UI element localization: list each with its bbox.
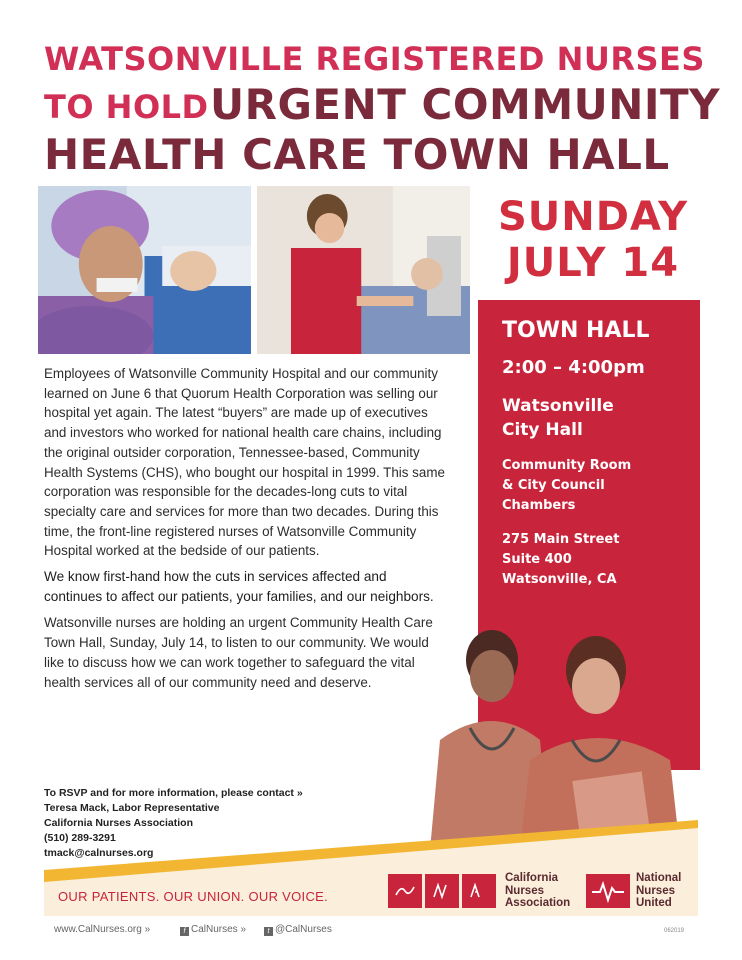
photo-nurse-with-patient (257, 186, 470, 354)
headline-line-2b: URGENT COMMUNITY (210, 80, 721, 129)
nnu-text-line-2: Nurses (636, 884, 675, 897)
cna-logo-text (505, 872, 570, 910)
contact-name: Teresa Mack, Labor Representative (44, 802, 220, 814)
cna-text-line-2: Nurses (505, 884, 544, 897)
cna-text-line-1: California (505, 872, 559, 884)
body-paragraph-1: Employees of Watsonville Community Hospital and our community learned on June 6 that Quorum Health Corporation was selling our hospital yet again. The latest “buyers” are made up of executives and investors who worked for national health care chains, including the original outsider corporation, Tennessee-based, Community Health Systems (CHS), who bought our hospital in 1999. This same corporation was responsible for the decades-long cuts to vital specialty care and services for more than two decades. During this time, the front-line registered nurses of Watsonville Community Hospital worked at the bedside of our patients. (44, 366, 445, 559)
room-line-2: & City Council (502, 478, 605, 493)
event-time: 2:00 – 4:00pm (502, 357, 645, 378)
headline-line-2a: TO HOLD (44, 88, 209, 126)
twitter-link[interactable] (264, 924, 332, 936)
event-address (502, 530, 700, 590)
website-link[interactable]: www.CalNurses.org » (54, 924, 151, 935)
body-text (44, 364, 448, 693)
facebook-icon: f (180, 927, 189, 936)
address-line-1: 275 Main Street (502, 532, 620, 547)
contact-org: California Nurses Association (44, 817, 193, 829)
contact-phone: (510) 289-3291 (44, 832, 116, 844)
contact-email[interactable]: tmack@calnurses.org (44, 847, 154, 859)
nnu-logo-mark (586, 874, 630, 908)
headline-line-1: WATSONVILLE REGISTERED NURSES (44, 40, 705, 78)
facebook-link[interactable] (180, 924, 246, 936)
room-line-1: Community Room (502, 458, 632, 473)
body-paragraph-3: Watsonville nurses are holding an urgent Community Health Care Town Hall, Sunday, July 14, to listen to our community. We would like to discuss how we can work together to safeguard the vital health services all of our community need and deserve. (44, 615, 433, 691)
room-line-3: Chambers (502, 498, 576, 513)
event-date-text: JULY 14 (506, 240, 680, 286)
cna-logo-mark-3 (462, 874, 496, 908)
cna-logo-mark-2 (425, 874, 459, 908)
address-line-3: Watsonville, CA (502, 572, 617, 587)
nnu-logo-text (636, 872, 681, 910)
address-line-2: Suite 400 (502, 552, 572, 567)
event-date (478, 194, 708, 286)
venue-line-2: City Hall (502, 420, 583, 440)
photo-strip (38, 186, 470, 354)
cna-logo-mark-1 (388, 874, 422, 908)
twitter-link-label: @CalNurses (275, 924, 332, 935)
facebook-link-label: CalNurses » (191, 924, 247, 935)
twitter-icon: t (264, 927, 273, 936)
slogan: OUR PATIENTS. OUR UNION. OUR VOICE. (58, 889, 329, 904)
nnu-text-line-3: United (636, 897, 672, 909)
cna-text-line-3: Association (505, 897, 571, 909)
event-label: TOWN HALL (502, 318, 650, 343)
print-code: 062019 (664, 928, 685, 934)
event-room (502, 456, 700, 516)
event-venue (502, 394, 700, 442)
cna-logo (388, 872, 570, 910)
nnu-logo (586, 872, 681, 910)
body-paragraph-2: We know first-hand how the cuts in services affected and continues to affect our patients, your families, and our neighbors. (44, 569, 434, 605)
event-day: SUNDAY (497, 194, 689, 240)
headline-line-3: HEALTH CARE TOWN HALL (44, 130, 670, 179)
contact-intro: To RSVP and for more information, please contact » (44, 787, 303, 799)
nnu-text-line-1: National (636, 872, 682, 884)
photo-nurse-with-infant (38, 186, 251, 354)
venue-line-1: Watsonville (502, 396, 614, 416)
